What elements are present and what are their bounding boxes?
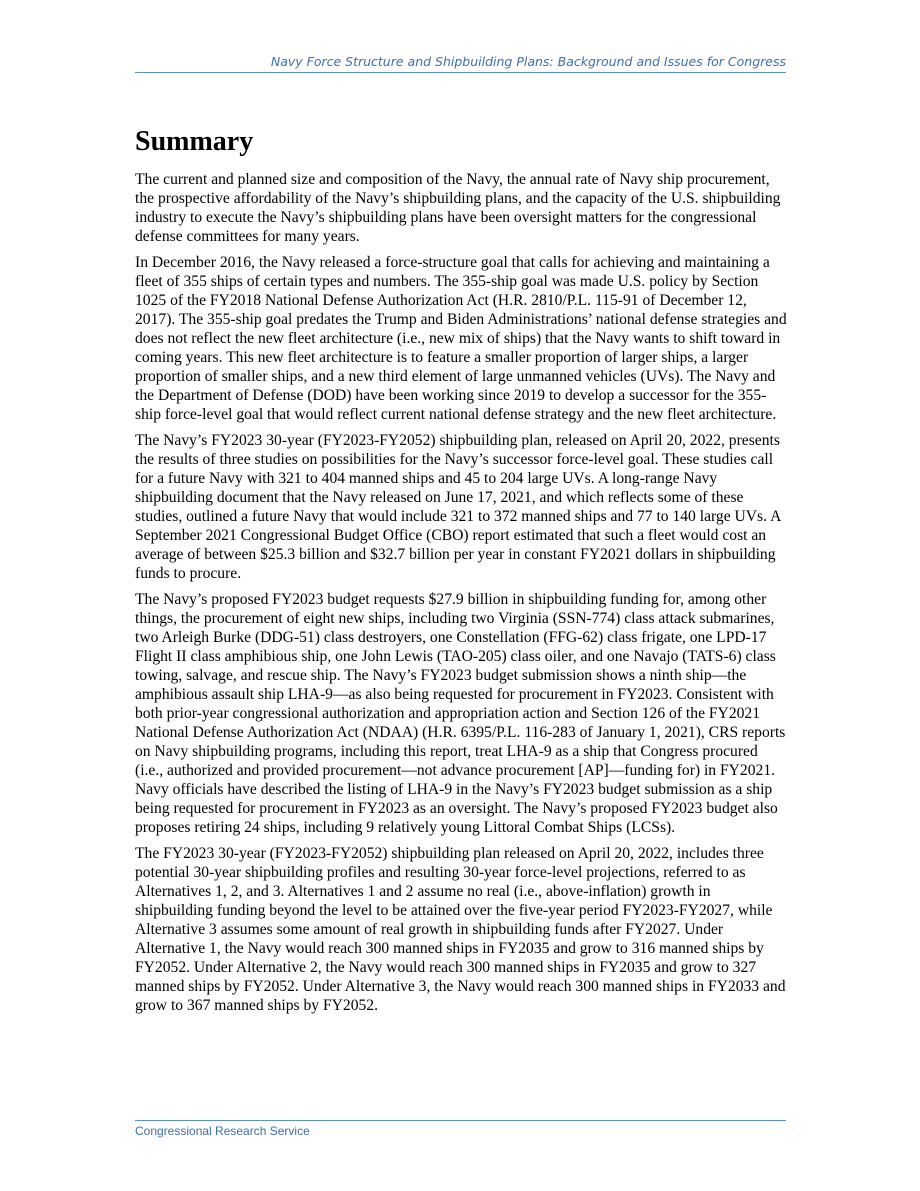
paragraph-3: The Navy’s FY2023 30-year (FY2023-FY2052) shipbuilding plan, released on April 20, 2022, presents the results of three studies on possibilities for the Navy’s successor force-level goal. These studies call for a future Navy with 321 to 404 manned ships and 45 to 204 large UVs. A long-range Navy shipbuilding document that the Navy released on June 17, 2021, and which reflects some of these studies, outlined a future Navy that would include 321 to 372 manned ships and 77 to 140 large UVs. A September 2021 Congressional Budget Office (CBO) report estimated that such a fleet would cost an average of between $25.3 billion and $32.7 billion per year in constant FY2021 dollars in shipbuilding funds to procure. (135, 432, 781, 582)
paragraph-1: The current and planned size and composition of the Navy, the annual rate of Navy ship procurement, the prospective affordability of the Navy’s shipbuilding plans, and the capacity of the U.S. shipbuilding industry to execute the Navy’s shipbuilding plans have been oversight matters for the congressional defense committees for many years. (135, 171, 781, 245)
paragraph-4: The Navy’s proposed FY2023 budget requests $27.9 billion in shipbuilding funding for, among other things, the procurement of eight new ships, including two Virginia (SSN-774) class attack submarines, two Arleigh Burke (DDG-51) class destroyers, one Constellation (FFG-62) class frigate, one LPD-17 Flight II class amphibious ship, one John Lewis (TAO-205) class oiler, and one Navajo (TATS-6) class towing, salvage, and rescue ship. The Navy’s FY2023 budget submission shows a ninth ship—the amphibious assault ship LHA-9—as also being requested for procurement in FY2023. Consistent with both prior-year congressional authorization and appropriation action and Section 126 of the FY2021 National Defense Authorization Act (NDAA) (H.R. 6395/P.L. 116-283 of January 1, 2021), CRS reports on Navy shipbuilding programs, including this report, treat LHA-9 as a ship that Congress procured (i.e., authorized and provided procurement—not advance procurement [AP]—funding for) in FY2021. Navy officials have described the listing of LHA-9 in the Navy’s FY2023 budget submission as a ship being requested for procurement in FY2023 as an oversight. The Navy’s proposed FY2023 budget also proposes retiring 24 ships, including 9 relatively young Littoral Combat Ships (LCSs). (135, 591, 786, 836)
page-content (135, 124, 787, 1022)
paragraph-5: The FY2023 30-year (FY2023-FY2052) shipbuilding plan released on April 20, 2022, includes three potential 30-year shipbuilding profiles and resulting 30-year force-level projections, referred to as Alternatives 1, 2, and 3. Alternatives 1 and 2 assume no real (i.e., above-inflation) growth in shipbuilding funding beyond the level to be attained over the five-year period FY2023-FY2027, while Alternative 3 assumes some amount of real growth in shipbuilding funds after FY2027. Under Alternative 1, the Navy would reach 300 manned ships in FY2035 and grow to 316 manned ships by FY2052. Under Alternative 2, the Navy would reach 300 manned ships in FY2035 and grow to 327 manned ships by FY2052. Under Alternative 3, the Navy would reach 300 manned ships in FY2033 and grow to 367 manned ships by FY2052. (135, 845, 786, 1014)
section-heading: Summary (135, 126, 254, 157)
paragraph-2: In December 2016, the Navy released a force-structure goal that calls for achieving and maintaining a fleet of 355 ships of certain types and numbers. The 355-ship goal was made U.S. policy by Section 1025 of the FY2018 National Defense Authorization Act (H.R. 2810/P.L. 115-91 of December 12, 2017). The 355-ship goal predates the Trump and Biden Administrations’ national defense strategies and does not reflect the new fleet architecture (i.e., new mix of ships) that the Navy wants to shift toward in coming years. This new fleet architecture is to feature a smaller proportion of larger ships, a larger proportion of smaller ships, and a new third element of large unmanned vehicles (UVs). The Navy and the Department of Defense (DOD) have been working since 2019 to develop a successor for the 355-ship force-level goal that would reflect current national defense strategy and the new fleet architecture. (135, 254, 787, 423)
running-header-title: Navy Force Structure and Shipbuilding Plans: Background and Issues for Congress (270, 54, 786, 69)
running-footer (135, 1120, 786, 1138)
footer-organization: Congressional Research Service (135, 1124, 310, 1138)
running-header (135, 54, 786, 73)
